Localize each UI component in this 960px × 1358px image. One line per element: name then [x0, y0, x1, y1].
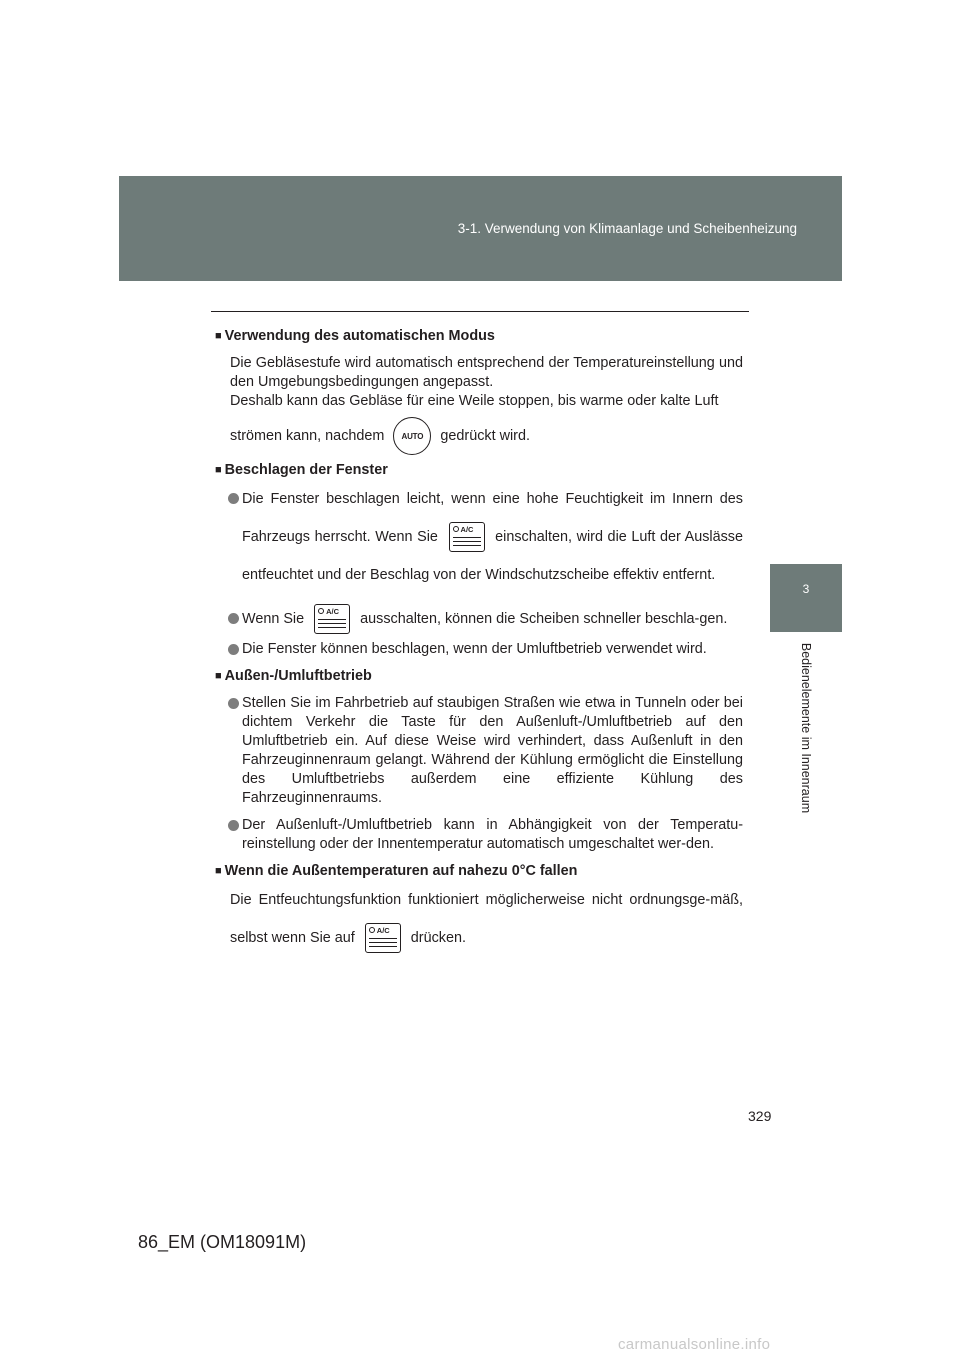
paragraph: Die Gebläsestufe wird automatisch entsprechend der Temperatureinstellung und den Umgebungsbedingungen angepasst. Deshalb kann das Gebläse für eine Weile stoppen, bis warme oder kalte Luft [230, 355, 743, 409]
square-bullet-icon: ■ [215, 330, 222, 342]
list-item: Der Außenluft-/Umluftbetrieb kann in Abhängigkeit von der Temperatu-reinstellung oder der Innentemperatur automatisch umgeschaltet wer-den. [242, 816, 743, 854]
circle-bullet-icon [228, 613, 239, 624]
list-item: Wenn Sie A/C ausschalten, können die Scheiben schneller beschla-gen. [242, 600, 743, 638]
document-code: 86_EM (OM18091M) [138, 1232, 307, 1252]
chapter-tab [770, 564, 842, 632]
circle-bullet-icon [228, 820, 239, 831]
square-bullet-icon: ■ [215, 865, 222, 877]
square-bullet-icon: ■ [215, 464, 222, 476]
paragraph: strömen kann, nachdem AUTO gedrückt wird. [230, 415, 743, 457]
header-band [119, 176, 842, 281]
ac-button-icon: A/C [449, 522, 485, 552]
section-title: ■ Beschlagen der Fenster [215, 462, 388, 478]
paragraph: Die Entfeuchtungsfunktion funktioniert möglicherweise nicht ordnungsge-mäß, selbst wenn Sie auf A/C drücken. [230, 881, 743, 957]
chapter-number: 3 [802, 582, 810, 596]
ac-button-icon: A/C [365, 923, 401, 953]
section-title: ■ Wenn die Außentemperaturen auf nahezu 0°C fallen [215, 863, 578, 879]
ac-button-icon: A/C [314, 604, 350, 634]
section-title: ■ Verwendung des automatischen Modus [215, 328, 495, 344]
circle-bullet-icon [228, 698, 239, 709]
auto-button-icon: AUTO [393, 417, 431, 455]
chapter-label: Bedienelemente im Innenraum [799, 642, 813, 814]
list-item: Die Fenster können beschlagen, wenn der Umluftbetrieb verwendet wird. [242, 640, 743, 659]
circle-bullet-icon [228, 493, 239, 504]
circle-bullet-icon [228, 644, 239, 655]
header-title: 3-1. Verwendung von Klimaanlage und Scheibenheizung [457, 221, 797, 236]
watermark: carmanualsonline.info [618, 1336, 771, 1353]
page-content [215, 327, 743, 957]
list-item: Stellen Sie im Fahrbetrieb auf staubigen Straßen wie etwa in Tunneln oder bei dichtem Verkehr die Taste für den Außenluft-/Umluftbetrieb auf den Umluftbetrieb ein. Auf diese Weise wird verhindert, dass Außenluft in den Fahrzeuginnenraum gelangt. Während der Kühlung ermöglicht die Einstellung des Umluftbetriebs außerdem eine effiziente Kühlung des Fahrzeuginnenraums. [242, 694, 743, 808]
page-number: 329 [748, 1108, 772, 1124]
list-item: Die Fenster beschlagen leicht, wenn eine hohe Feuchtigkeit im Innern des Fahrzeugs herrscht. Wenn Sie A/C einschalten, wird die Luft der Auslässe entfeuchtet und der Beschlag von der Windschutzscheibe effektiv entfernt. [242, 480, 743, 594]
section-title: ■ Außen-/Umluftbetrieb [215, 668, 372, 684]
square-bullet-icon: ■ [215, 670, 222, 682]
top-rule [211, 311, 749, 312]
